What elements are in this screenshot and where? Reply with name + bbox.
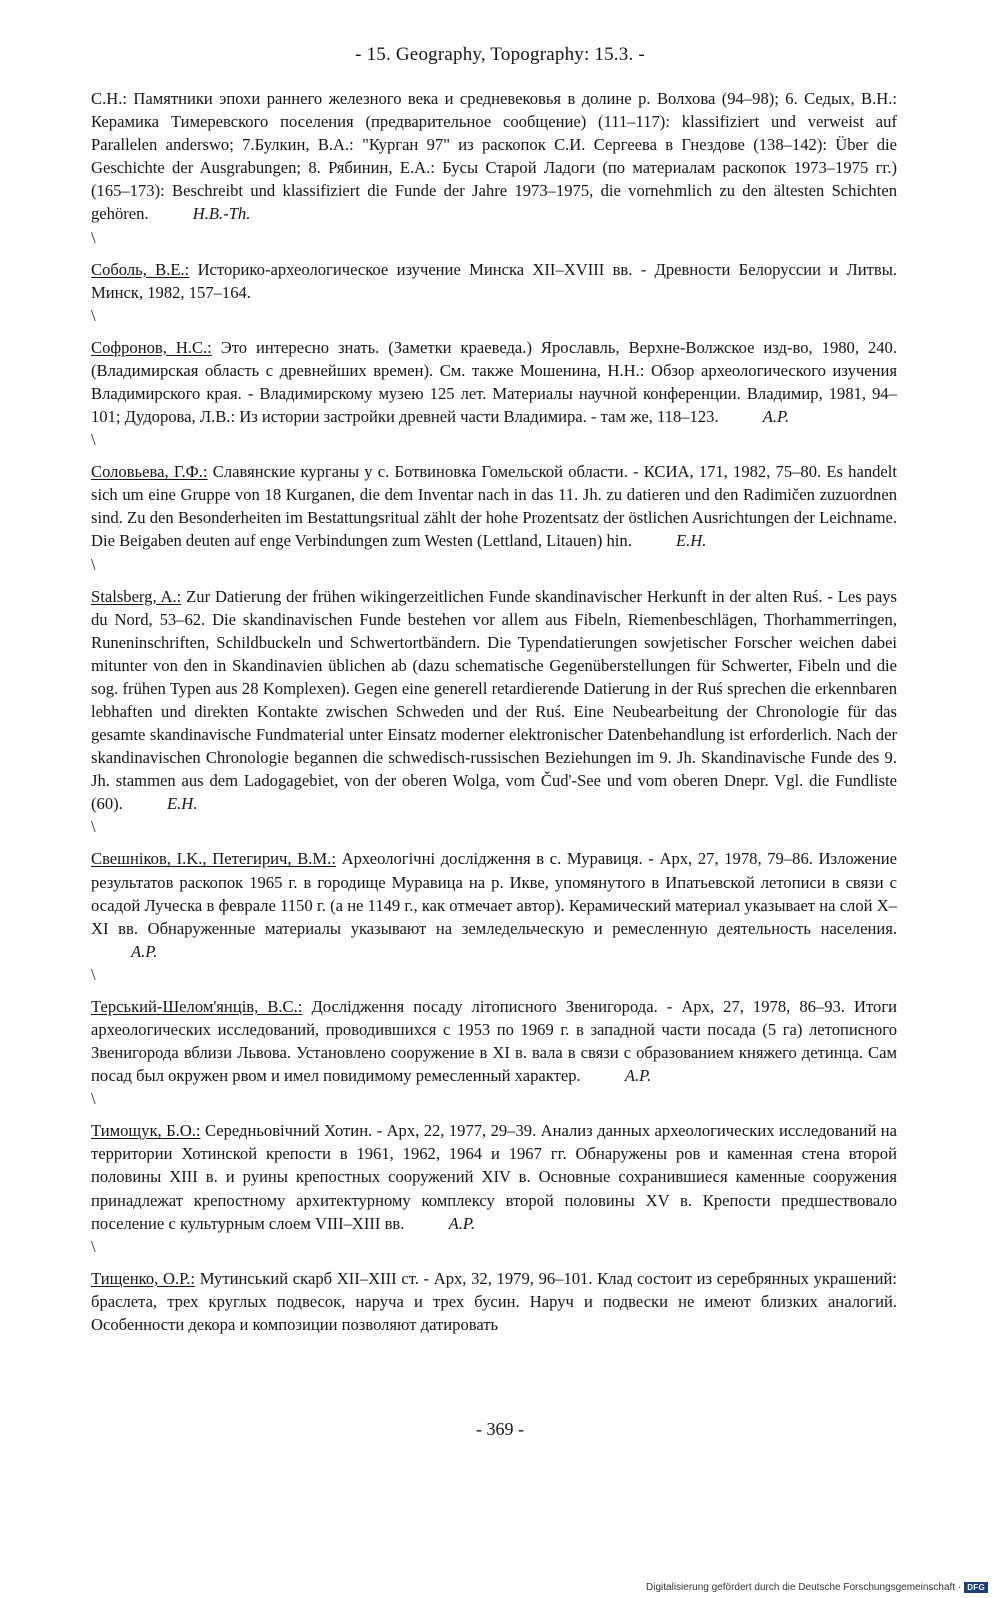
bibliography-entry <box>91 585 897 816</box>
bibliography-entry <box>91 847 897 962</box>
entry-author: Соболь, В.Е.: <box>91 259 190 279</box>
digitization-credit <box>646 1582 988 1593</box>
entry-author: Тищенко, О.Р.: <box>91 1268 196 1288</box>
bibliography-entry <box>91 336 897 428</box>
entry-separator: \ <box>91 1089 96 1109</box>
bibliography-entry <box>91 87 897 226</box>
bibliography-entry <box>91 995 897 1087</box>
entry-author: Свешнiков, I.K., Петегирич, В.М.: <box>91 849 336 869</box>
entry-text: Историко-археологическое изучение Минска XII–XVIII вв. - Древности Белоруссии и Литвы. Минск, 1982, 157–164. <box>91 259 897 302</box>
entry-separator: \ <box>91 430 96 450</box>
entry-initials: H.B.-Th. <box>192 204 251 224</box>
entry-author: Stalsberg, A.: <box>91 586 182 606</box>
entry-text: Zur Datierung der frühen wikingerzeitlichen Funde skandinavischer Herkunft in der alten Ruś. - Les pays du Nord, 53–62. Die skandinavischen Funde bestehen vor allem aus Fibeln, Riemenbeschlägen, Thorhammerringen, Runeninschriften, Schildbuckeln und Schwertortbändern. Die Typendatierungen sowjetischer Forscher weichen dabei mitunter von den in Skandinavien üblichen ab (dazu schematische Gegenüberstellungen für Schwerter, Fibeln und die sog. frühen Typen aus 28 Komplexen). Gegen eine generell retardierende Datierung in der Ruś sprechen die erkennbaren lebhaften und direkten Kontakte zwischen Schweden und der Ruś. Eine Neubearbeitung der Chronologie für das gesamte skandinavische Fundmaterial unter Einsatz moderner elektronischer Datenbehandlung ist erforderlich. Nach der skandinavischen Chronologie begannen die schwedisch-russischen Beziehungen im 9. Jh. Skandinavische Funde des 9. Jh. stammen aus dem Ladogagebiet, von der oberen Wolga, vom Čud'-See und vom oberen Dnepr. Vgl. die Fundliste (60). <box>91 586 897 814</box>
entry-separator: \ <box>91 964 96 984</box>
entry-initials: A.P. <box>762 407 790 427</box>
entry-text: Это интересно знать. (Заметки краеведа.) Ярославль, Верхне-Волжское изд-во, 1980, 240. (Владимирская область с древнейших времен). См. также Мошенина, Н.Н.: Обзор археологического изучения Владимирского края. - Владимирскому музею 125 лет. Материалы научной конференции. Владимир, 1981, 94–101; Дудорова, Л.В.: Из истории застройки древней части Владимира. - там же, 118–123. <box>91 337 897 427</box>
entry-separator: \ <box>91 305 96 325</box>
page-header: - 15. Geography, Topography: 15.3. - <box>355 44 645 65</box>
entry-text: Мутинський скарб XII–XIII ст. - Арх, 32, 1979, 96–101. Клад состоит из серебрянных украшений: браслета, трех круглых подвесок, наруча и трех бусин. Наруч и подвески не имеют близких аналогий. Особенности декора и композиции позволяют датировать <box>91 1268 897 1334</box>
entry-initials: A.P. <box>624 1066 652 1086</box>
bibliography-entry <box>91 460 897 552</box>
credit-text: Digitalisierung gefördert durch die Deutsche Forschungsgemeinschaft · <box>646 1582 962 1593</box>
entry-initials: A.P. <box>131 941 158 961</box>
page-number: - 369 - <box>476 1419 524 1439</box>
entry-separator: \ <box>91 1236 96 1256</box>
entry-author: Тимощук, Б.О.: <box>91 1121 201 1141</box>
entry-separator: \ <box>91 817 96 837</box>
entry-initials: E.H. <box>676 531 707 551</box>
entry-initials: E.H. <box>166 794 198 814</box>
entry-author: Терський-Шелом'янцiв, В.С.: <box>91 996 303 1016</box>
bibliography-entry <box>91 258 897 304</box>
bibliography-entries <box>91 87 897 1336</box>
entry-text: Археологiчнi дослiдження в с. Муравиця. - Арх, 27, 1978, 79–86. Изложение результатов раскопок 1965 г. в городище Муравица на р. Икве, упомянутого в Ипатьевской летописи в связи с осадой Луческа в феврале 1150 г. (а не 1149 г., как отмечает автор). Керамический материал указывает на слой X–XI вв. Обнаруженные материалы указывают на земледельческую и ремесленную деятельность населения. <box>91 849 897 938</box>
entry-text: Славянские курганы у с. Ботвиновка Гомельской области. - КСИА, 171, 1982, 75–80. Es handelt sich um eine Gruppe von 18 Kurganen, die dem Inventar nach in das 11. Jh. zu datieren und den Radimičen zuzuordnen sind. Zu den Besonderheiten im Bestattungsritual zählt der hohe Prozentsatz der östlichen Ausrichtungen der Leichname. Die Beigaben deuten auf enge Verbindungen zum Westen (Lettland, Litauen) hin. <box>91 462 897 551</box>
entry-separator: \ <box>91 227 96 247</box>
entry-separator: \ <box>91 554 96 574</box>
entry-author: Соловьева, Г.Ф.: <box>91 462 208 482</box>
entry-author: Софронов, Н.С.: <box>91 337 212 357</box>
entry-text: С.Н.: Памятники эпохи раннего железного века и средневековья в долине р. Волхова (94–98); 6. Седых, В.Н.: Керамика Тимеревского поселения (предварительное сообщение) (111–117): klassifiziert und verweist auf Parallelen anderswo; 7.Булкин, В.А.: "Курган 97" из раскопок С.И. Сергеева в Гнездове (138–142): Über die Geschichte der Ausgrabungen; 8. Рябинин, Е.А.: Бусы Старой Ладоги (по материалам раскопок 1973–1975 гг.) (165–173): Beschreibt und klassifiziert die Funde der Jahre 1973–1975, die vornehmlich zu den ältesten Schichten gehören. <box>91 89 897 224</box>
entry-text: Дослiдження посаду лiтописного Звенигорода. - Арх, 27, 1978, 86–93. Итоги археологических исследований, проводившихся с 1953 по 1969 г. в западной части посада (5 га) летописного Звенигорода вблизи Львова. Установлено сооружение в XI в. вала в связи с образованием княжего детинца. Сам посад был окружен рвом и имел повидимому ремесленный характер. <box>91 996 898 1086</box>
bibliography-entry <box>91 1267 897 1336</box>
dfg-logo: DFG <box>964 1582 988 1593</box>
entry-text: Середньовiчний Хотин. - Арх, 22, 1977, 29–39. Анализ данных археологических исследований на территории Хотинской крепости в 1961, 1962, 1964 и 1967 гг. Обнаружены ров и каменная стена второй половины XIII в. и руины крепостных сооружений XIV в. Основные сохранившиеся каменные сооружения принадлежат крепостному архитектурному комплексу второй половины XV в. Крепости предшествовало поселение с культурным слоем VIII–XIII вв. <box>91 1121 897 1233</box>
entry-initials: A.P. <box>448 1213 476 1233</box>
bibliography-entry <box>91 1119 897 1234</box>
